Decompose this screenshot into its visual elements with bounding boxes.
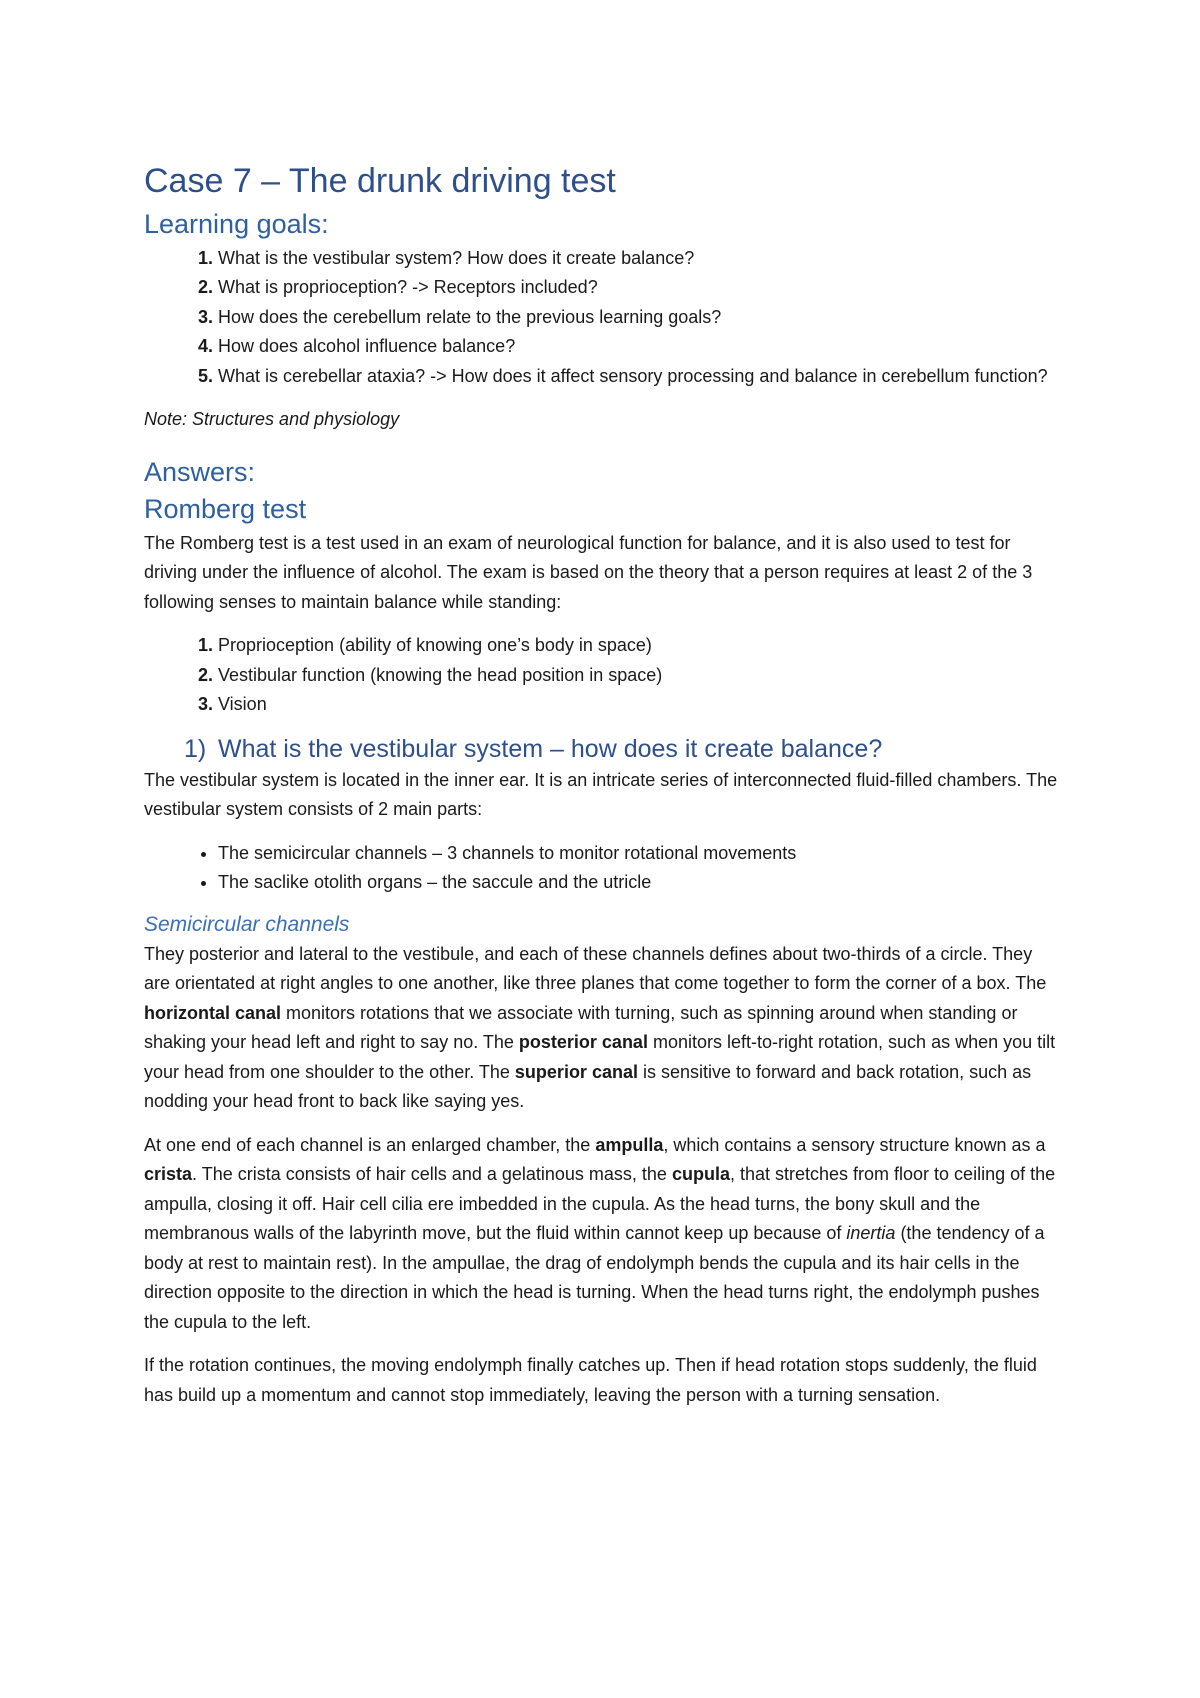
document-title: Case 7 – The drunk driving test	[144, 162, 616, 200]
term-crista: crista	[144, 1164, 193, 1185]
note-text: Note: Structures and physiology	[144, 409, 400, 430]
section-1-number: 1)	[184, 734, 207, 763]
learning-goal-item: 4. How does alcohol influence balance?	[218, 332, 1062, 362]
learning-goal-item: 3. How does the cerebellum relate to the previous learning goals?	[218, 303, 1062, 333]
romberg-senses-list	[144, 631, 1062, 720]
semicircular-paragraph-3: If the rotation continues, the moving endolymph finally catches up. Then if head rotation stops suddenly, the fluid has build up a momentum and cannot stop immediately, leaving the person with a turning sensation.	[144, 1355, 1037, 1405]
term-posterior-canal: posterior canal	[518, 1032, 648, 1053]
term-horizontal-canal: horizontal canal	[144, 1002, 282, 1023]
learning-goal-item: 1. What is the vestibular system? How does it create balance?	[218, 244, 1062, 274]
learning-goal-item: 2. What is proprioception? -> Receptors included?	[218, 273, 1062, 303]
section-1-heading	[144, 732, 1062, 766]
vestibular-parts-list	[144, 839, 1062, 898]
learning-goals-list	[144, 244, 1062, 392]
section-1-title: What is the vestibular system – how does it create balance?	[218, 734, 883, 763]
semicircular-paragraph-2: At one end of each channel is an enlarged chamber, the ampulla, which contains a sensory structure known as a crista. The crista consists of hair cells and a gelatinous mass, the cupula, that stretches from floor to ceiling of the ampulla, closing it off. Hair cell cilia ere imbedded in the cupula. As the head turns, the bony skull and the membranous walls of the labyrinth move, but the fluid within cannot keep up because of inertia (the tendency of a body at rest to maintain rest). In the ampullae, the drag of endolymph bends the cupula and its hair cells in the direction opposite to the direction in which the head is turning. When the head turns right, the endolymph pushes the cupula to the left.	[144, 1134, 1056, 1332]
term-superior-canal: superior canal	[514, 1061, 638, 1082]
term-inertia: inertia	[846, 1223, 896, 1244]
romberg-sense-item: 2. Vestibular function (knowing the head position in space)	[218, 661, 1062, 691]
romberg-sense-item: 1. Proprioception (ability of knowing one’s body in space)	[218, 631, 1062, 661]
vestibular-paragraph: The vestibular system is located in the inner ear. It is an intricate series of interconnected fluid-filled chambers. The vestibular system consists of 2 main parts:	[144, 769, 1058, 820]
vestibular-part-item: • The saclike otolith organs – the saccule and the utricle	[218, 868, 1062, 898]
learning-goals-heading: Learning goals:	[144, 208, 329, 239]
romberg-heading: Romberg test	[144, 493, 307, 524]
semicircular-heading: Semicircular channels	[144, 912, 350, 936]
learning-goal-item: 5. What is cerebellar ataxia? -> How does it affect sensory processing and balance in cerebellum function?	[218, 362, 1062, 392]
vestibular-part-item: • The semicircular channels – 3 channels to monitor rotational movements	[218, 839, 1062, 869]
answers-heading: Answers:	[144, 456, 256, 487]
term-ampulla: ampulla	[595, 1134, 664, 1155]
romberg-paragraph: The Romberg test is a test used in an exam of neurological function for balance, and it is also used to test for driving under the influence of alcohol. The exam is based on the theory that a person requires at least 2 of the 3 following senses to maintain balance while standing:	[144, 532, 1033, 612]
term-cupula: cupula	[671, 1164, 730, 1185]
romberg-sense-item: 3. Vision	[218, 690, 1062, 720]
document-page	[144, 160, 1062, 1424]
semicircular-paragraph-1: They posterior and lateral to the vestibule, and each of these channels defines about two-thirds of a circle. They are orientated at right angles to one another, like three planes that come together to form the corner of a box. The horizontal canal monitors rotations that we associate with turning, such as spinning around when standing or shaking your head left and right to say no. The posterior canal monitors left-to-right rotation, such as when you tilt your head from one shoulder to the other. The superior canal is sensitive to forward and back rotation, such as nodding your head front to back like saying yes.	[144, 943, 1056, 1112]
